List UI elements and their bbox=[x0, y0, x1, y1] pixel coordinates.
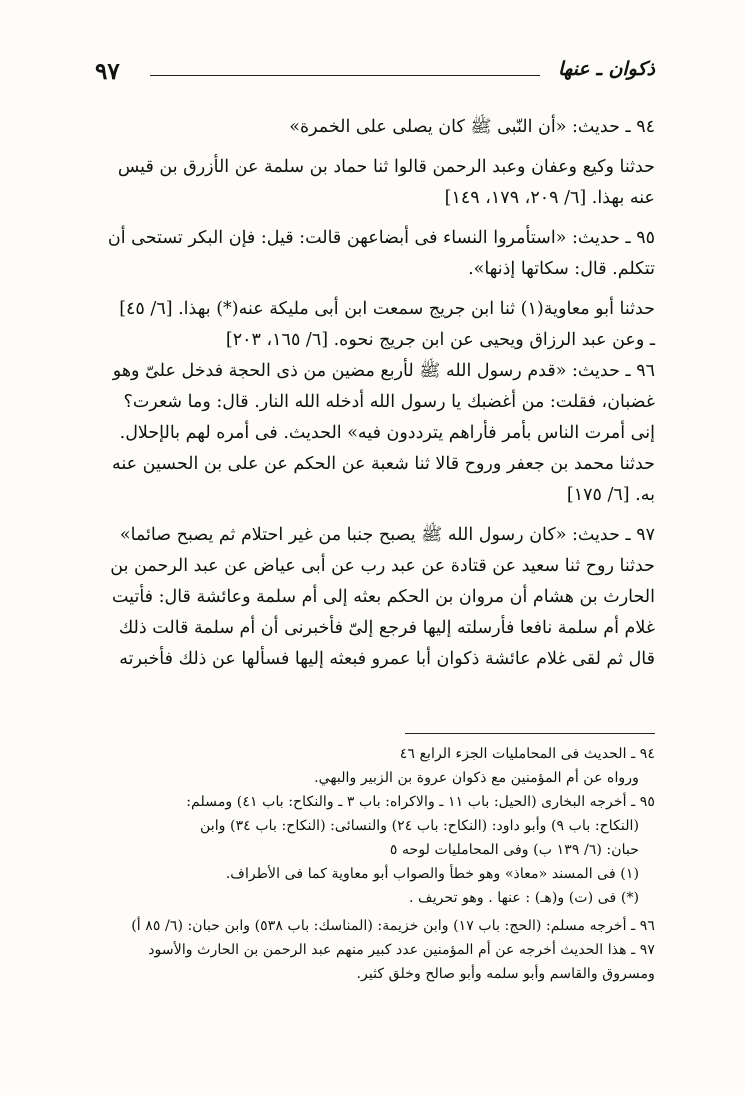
hadith-95-heading-cont: تتكلم. قال: سكاتها إذنها». bbox=[468, 259, 655, 279]
footnote-separator bbox=[405, 733, 655, 734]
main-text bbox=[90, 112, 655, 675]
footnote-94-cont: ورواه عن أم المؤمنين مع ذكوان عروة بن الزبير والبهي. bbox=[314, 770, 639, 786]
footnote-94: ٩٤ ـ الحديث فى المحامليات الجزء الرابع ٤٦ bbox=[399, 746, 655, 762]
footnote-marker-1: (١) فى المسند «معاذ» وهو خطأ والصواب أبو معاوية كما فى الأطراف. bbox=[225, 866, 639, 882]
hadith-97-text: الحارث بن هشام أن مروان بن الحكم بعثه إلى أم سلمة وعائشة قال: فأتيت bbox=[111, 587, 655, 607]
page-header bbox=[95, 58, 655, 88]
footnote-97-cont: ومسروق والقاسم وأبو سلمه وأبو صالح وخلق كثير. bbox=[356, 966, 655, 982]
page-number: ٩٧ bbox=[95, 58, 120, 85]
footnote-97: ٩٧ ـ هذا الحديث أخرجه عن أم المؤمنين عدد كبير منهم عبد الرحمن بن الحارث والأسود bbox=[148, 942, 655, 958]
running-title: ذكوان ـ عنها bbox=[558, 58, 655, 80]
hadith-95-chain: حدثنا أبو معاوية(١) ثنا ابن جريج سمعت ابن أبى مليكة عنه(*) بهذا. [٦/ ٤٥] bbox=[119, 299, 655, 319]
header-rule bbox=[150, 75, 540, 76]
hadith-96-text-cont: إنى أمرت الناس بأمر فأراهم يترددون فيه» الحديث. فى أمره لهم بالإحلال. bbox=[119, 423, 655, 443]
footnote-95: ٩٥ ـ أخرجه البخارى (الحيل: باب ١١ ـ والاكراه: باب ٣ ـ والنكاح: باب ٤١) ومسلم: bbox=[186, 794, 655, 810]
hadith-94-heading: ٩٤ ـ حديث: «أن النّبى ﷺ كان يصلى على الخمرة» bbox=[289, 117, 655, 137]
hadith-97-text-cont-2: قال ثم لقى غلام عائشة ذكوان أبا عمرو فبعثه إليها فسألها عن ذلك فأخبرته bbox=[119, 649, 655, 669]
hadith-96-text: غضبان، فقلت: من أغضبك يا رسول الله أدخله الله النار. قال: وما شعرت؟ bbox=[123, 392, 655, 412]
hadith-94-reference: عنه بهذا. [٦/ ٢٠٩، ١٧٩، ١٤٩] bbox=[444, 188, 655, 208]
hadith-94-chain: حدثنا وكيع وعفان وعبد الرحمن قالوا ثنا حماد بن سلمة عن الأزرق بن قيس bbox=[117, 157, 655, 177]
hadith-96-reference: به. [٦/ ١٧٥] bbox=[566, 485, 655, 505]
footnote-95-cont-2: حبان: (٦/ ١٣٩ ب) وفى المحامليات لوحه ٥ bbox=[389, 842, 639, 858]
hadith-95-alt-chain: ـ وعن عبد الرزاق ويحيى عن ابن جريج نحوه. [٦/ ١٦٥، ٢٠٣] bbox=[225, 330, 655, 350]
hadith-96-chain: حدثنا محمد بن جعفر وروح قالا ثنا شعبة عن الحكم عن على بن الحسين عنه bbox=[111, 454, 655, 474]
hadith-95-heading: ٩٥ ـ حديث: «استأمروا النساء فى أبضاعهن قالت: قيل: فإن البكر تستحى أن bbox=[107, 228, 655, 248]
footnote-96: ٩٦ ـ أخرجه مسلم: (الحج: باب ١٧) وابن خزيمة: (المناسك: باب ٥٣٨) وابن حبان: (٦/ ٨٥ أ) bbox=[131, 918, 655, 934]
footnotes bbox=[90, 742, 655, 986]
hadith-97-heading: ٩٧ ـ حديث: «كان رسول الله ﷺ يصبح جنبا من غير احتلام ثم يصبح صائما» bbox=[119, 525, 655, 545]
hadith-97-chain: حدثنا روح ثنا سعيد عن قتادة عن عبد رب عن أبى عياض عن عبد الرحمن بن bbox=[110, 556, 655, 576]
hadith-97-text-cont: غلام أم سلمة نافعا فأرسلته إليها فرجع إلىّ فأخبرنى أن أم سلمة قالت ذلك bbox=[118, 618, 655, 638]
hadith-96-heading: ٩٦ ـ حديث: «قدم رسول الله ﷺ لأربع مضين من ذى الحجة فدخل علىّ وهو bbox=[112, 361, 655, 381]
footnote-95-cont: (النكاح: باب ٩) وأبو داود: (النكاح: باب ٢٤) والنسائى: (النكاح: باب ٣٤) وابن bbox=[199, 818, 639, 834]
footnote-marker-star: (*) فى (ت) و(هـ) : عنها . وهو تحريف . bbox=[409, 890, 639, 906]
